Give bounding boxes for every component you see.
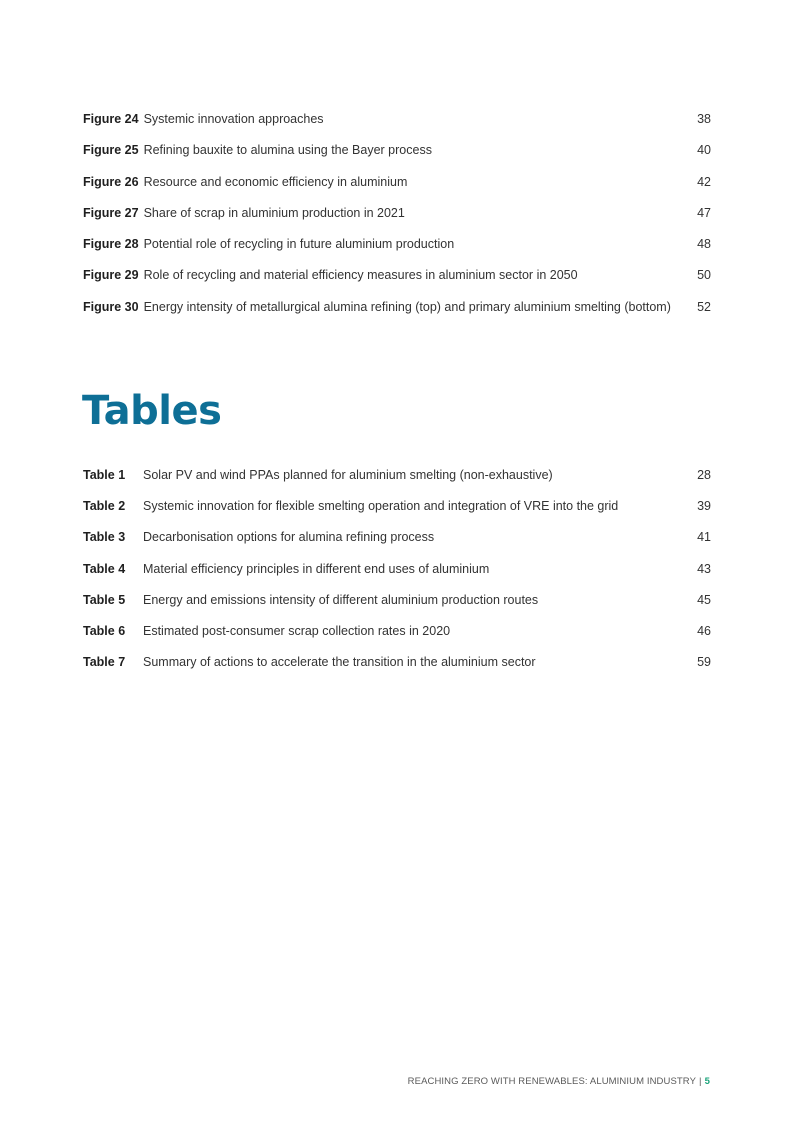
table-title: Material efficiency principles in different end uses of aluminium <box>143 561 490 576</box>
table-label: Table 3 <box>83 530 126 545</box>
table-title: Systemic innovation for flexible smelting operation and integration of VRE into the grid <box>143 499 619 514</box>
figure-entry[interactable] <box>83 140 711 171</box>
figure-title: Systemic innovation approaches <box>143 112 324 126</box>
table-label: Table 1 <box>83 468 126 482</box>
figure-label: Figure 24 <box>83 112 139 126</box>
table-page-number: 43 <box>697 561 711 576</box>
figure-page-number: 40 <box>697 143 711 158</box>
list-of-tables <box>83 465 711 683</box>
footer-separator: | <box>699 1076 702 1087</box>
figure-title: Resource and economic efficiency in aluminium <box>143 174 408 189</box>
footer-page-number: 5 <box>704 1076 710 1087</box>
table-page-number: 45 <box>697 592 711 607</box>
table-label: Table 7 <box>83 655 126 670</box>
figure-title: Role of recycling and material efficiency measures in aluminium sector in 2050 <box>143 268 578 283</box>
figure-page-number: 52 <box>697 299 711 314</box>
table-page-number: 39 <box>697 499 711 514</box>
figure-label: Figure 28 <box>83 237 139 252</box>
table-entry[interactable] <box>83 559 711 590</box>
figure-page-number: 38 <box>697 112 711 126</box>
figure-label: Figure 29 <box>83 268 139 283</box>
table-entry[interactable] <box>83 496 711 527</box>
footer-document-title: REACHING ZERO WITH RENEWABLES: ALUMINIUM INDUSTRY <box>407 1076 697 1087</box>
figure-page-number: 48 <box>697 237 711 252</box>
table-label: Table 5 <box>83 592 126 607</box>
figure-entry[interactable] <box>83 234 711 265</box>
figure-label: Figure 26 <box>83 174 139 189</box>
table-page-number: 28 <box>697 468 711 482</box>
table-page-number: 41 <box>697 530 711 545</box>
figure-label: Figure 30 <box>83 299 139 314</box>
table-title: Estimated post-consumer scrap collection rates in 2020 <box>143 623 451 638</box>
figure-title: Energy intensity of metallurgical alumina refining (top) and primary aluminium smelting (bottom) <box>143 299 671 314</box>
tables-heading: Tables <box>82 388 222 434</box>
page-footer <box>408 1075 710 1089</box>
figure-entry[interactable] <box>83 203 711 234</box>
table-label: Table 4 <box>83 561 126 576</box>
figure-page-number: 50 <box>697 268 711 283</box>
table-title: Decarbonisation options for alumina refining process <box>143 530 435 545</box>
figure-entry[interactable] <box>83 297 711 328</box>
figure-entry[interactable] <box>83 265 711 296</box>
table-entry[interactable] <box>83 621 711 652</box>
figure-title: Refining bauxite to alumina using the Bayer process <box>143 143 432 158</box>
table-entry[interactable] <box>83 527 711 558</box>
figure-entry[interactable] <box>83 172 711 203</box>
table-page-number: 59 <box>697 655 711 670</box>
list-of-figures <box>83 109 711 328</box>
figure-label: Figure 25 <box>83 143 139 158</box>
table-title: Summary of actions to accelerate the transition in the aluminium sector <box>143 655 536 670</box>
figure-title: Potential role of recycling in future aluminium production <box>143 237 455 252</box>
table-entry[interactable] <box>83 652 711 683</box>
table-title: Energy and emissions intensity of different aluminium production routes <box>143 592 539 607</box>
figure-page-number: 47 <box>697 205 711 220</box>
table-entry[interactable] <box>83 465 711 496</box>
figure-label: Figure 27 <box>83 205 139 220</box>
table-label: Table 6 <box>83 623 126 638</box>
table-title: Solar PV and wind PPAs planned for aluminium smelting (non-exhaustive) <box>143 468 553 482</box>
figure-entry[interactable] <box>83 109 711 140</box>
figure-page-number: 42 <box>697 174 711 189</box>
table-label: Table 2 <box>83 499 126 514</box>
table-page-number: 46 <box>697 623 711 638</box>
table-entry[interactable] <box>83 590 711 621</box>
figure-title: Share of scrap in aluminium production in 2021 <box>143 205 405 220</box>
